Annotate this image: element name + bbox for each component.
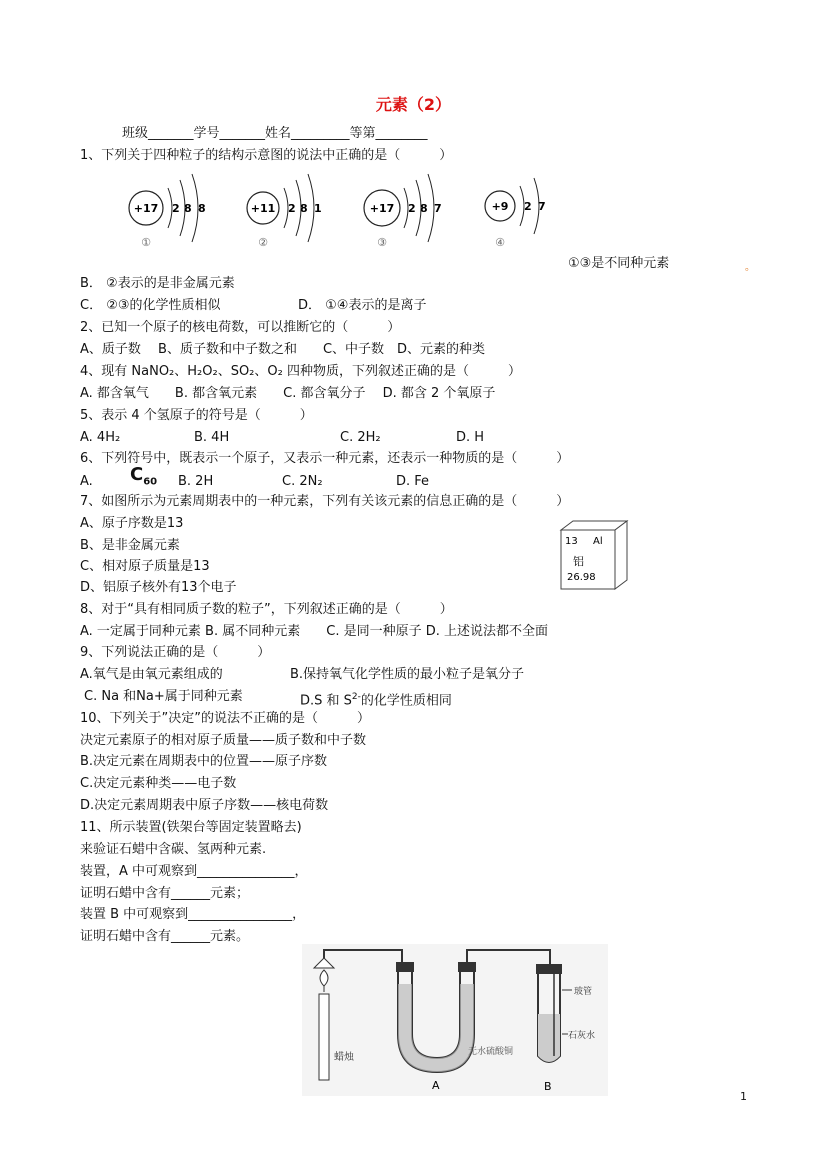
q2-stem: 2、已知一个原子的核电荷数，可以推断它的（ ） (80, 320, 401, 335)
atom-4-shell-2: 7 (538, 200, 546, 213)
atom-2-shell-1: 2 (288, 202, 296, 215)
q10-option-a: 决定元素原子的相对原子质量——质子数和中子数 (80, 733, 367, 748)
q10-option-c: C.决定元素种类——电子数 (80, 776, 237, 791)
atom-diagram-1 (129, 174, 206, 249)
atom-diagram-4 (485, 178, 546, 249)
q7-option-a: A、原子序数是13 (80, 516, 184, 531)
q1-option-a: ①③是不同种元素 (568, 256, 670, 271)
stopper-2 (458, 962, 476, 972)
atom-1-shell-1: 2 (172, 202, 180, 215)
atom-1-shell-2: 8 (184, 202, 192, 215)
atom-1-label: ① (141, 236, 151, 249)
q10-option-d: D.决定元素周期表中原子序数——核电荷数 (80, 798, 329, 813)
atom-3-shell-3: 7 (434, 202, 442, 215)
q7-option-d: D、铝原子核外有13个电子 (80, 580, 237, 595)
q11-line-4: 证明石蜡中含有______元素； (80, 886, 250, 901)
atom-structure-diagrams (110, 166, 570, 256)
q9-stem: 9、下列说法正确的是（ ） (80, 645, 271, 660)
q1-stem: 1、下列关于四种粒子的结构示意图的说法中正确的是（ ） (80, 148, 453, 163)
page-title: 元素（2） (375, 95, 452, 114)
q11-line-1: 11、所示装置(铁架台等固定装置略去) (80, 820, 302, 835)
atom-4-shell-1: 2 (524, 200, 532, 213)
atom-4-nucleus: +9 (491, 200, 509, 213)
q7-stem: 7、如图所示为元素周期表中的一种元素，下列有关该元素的信息正确的是（ ） (80, 494, 570, 509)
label-limewater: 石灰水 (568, 1031, 596, 1041)
limewater (538, 1014, 560, 1062)
atom-diagram-3 (364, 174, 442, 249)
q5-option-d: D. H (456, 430, 485, 445)
candle-label: 蜡烛 (334, 1052, 354, 1063)
q6-option-a: A. (80, 474, 93, 489)
label-anhydrous-copper-sulfate: 无水硫酸铜 (468, 1047, 514, 1057)
q1-option-d: D． ①④表示的是离子 (298, 298, 427, 313)
atom-2-shell-2: 8 (300, 202, 308, 215)
q11-line-3: 装置，A 中可观察到_______________， (80, 864, 308, 879)
atom-diagram-2 (247, 174, 322, 249)
page-number: 1 (740, 1090, 747, 1103)
q4-options: A. 都含氧气 B. 都含氧元素 C. 都含氧分子 D. 都含 2 个氧原子 (80, 386, 496, 401)
q5-option-a: A. 4H₂ (80, 430, 121, 445)
q7-option-b: B、是非金属元素 (80, 538, 180, 553)
q6-option-b: B. 2H (178, 474, 214, 489)
label-a: A (432, 1079, 440, 1092)
q4-stem: 4、现有 NaNO₂、H₂O₂、SO₂、O₂ 四种物质，下列叙述正确的是（ ） (80, 364, 521, 379)
q6-option-d: D. Fe (396, 474, 430, 489)
q6-option-c: C. 2N₂ (282, 474, 323, 489)
atom-4-label: ④ (495, 236, 505, 249)
element-symbol: Al (593, 536, 603, 547)
atom-2-label: ② (258, 236, 268, 249)
periodic-table-cell (555, 520, 631, 590)
q2-options: A、质子数 B、质子数和中子数之和 C、中子数 D、元素的种类 (80, 342, 486, 357)
stopper-3 (536, 964, 562, 974)
q10-stem: 10、下列关于”决定”的说法不正确的是（ ） (80, 711, 371, 726)
atom-3-shell-2: 8 (420, 202, 428, 215)
q5-option-b: B. 4H (194, 430, 230, 445)
q6-stem: 6、下列符号中，既表示一个原子，又表示一种元素，还表示一种物质的是（ ） (80, 451, 570, 466)
q9-option-b: B.保持氧气化学性质的最小粒子是氧分子 (290, 667, 525, 682)
header-line: 班级_______学号_______姓名_________等第________ (122, 126, 428, 141)
q7-option-c: C、相对原子质量是13 (80, 559, 210, 574)
label-tube-top: 玻管 (574, 987, 593, 997)
element-mass: 26.98 (567, 572, 596, 583)
q9-option-d: D.S 和 $S^{2-}$的化学性质相同 (300, 692, 452, 709)
label-b: B (544, 1080, 552, 1093)
atom-3-label: ③ (377, 236, 387, 249)
stopper-1 (396, 962, 414, 972)
q1-option-a-mark: 。 (745, 262, 755, 273)
atom-2-shell-3: 1 (314, 202, 322, 215)
atom-2-nucleus: +11 (250, 202, 276, 215)
atom-3-nucleus: +17 (369, 202, 395, 215)
q9-option-a: A.氧气是由氧元素组成的 (80, 667, 223, 682)
q1-option-c: C． ②③的化学性质相似 (80, 298, 221, 313)
q1-option-b: B． ②表示的是非金属元素 (80, 276, 235, 291)
candle (319, 994, 329, 1080)
atom-1-nucleus: +17 (133, 202, 159, 215)
q5-option-c: C. 2H₂ (340, 430, 381, 445)
c60-formula: $C_{60}$ (130, 464, 158, 488)
q8-stem: 8、对于“具有相同质子数的粒子”，下列叙述正确的是（ ） (80, 602, 453, 617)
q10-option-b: B.决定元素在周期表中的位置——原子序数 (80, 754, 328, 769)
q11-line-2: 来验证石蜡中含碳、氢两种元素. (80, 842, 267, 857)
q8-options: A. 一定属于同种元素 B. 属不同种元素 C. 是同一种原子 D. 上述说法都不全面 (80, 624, 548, 639)
apparatus-figure (302, 944, 608, 1096)
q9-option-c: C. Na 和Na+属于同种元素 (84, 689, 243, 704)
element-number: 13 (565, 536, 578, 547)
q11-line-5: 装置 B 中可观察到________________， (80, 907, 306, 922)
atom-3-shell-1: 2 (408, 202, 416, 215)
q5-stem: 5、表示 4 个氢原子的符号是（ ） (80, 408, 313, 423)
atom-1-shell-3: 8 (198, 202, 206, 215)
element-name: 铝 (573, 555, 584, 568)
q11-line-6: 证明石蜡中含有______元素。 (80, 929, 250, 944)
